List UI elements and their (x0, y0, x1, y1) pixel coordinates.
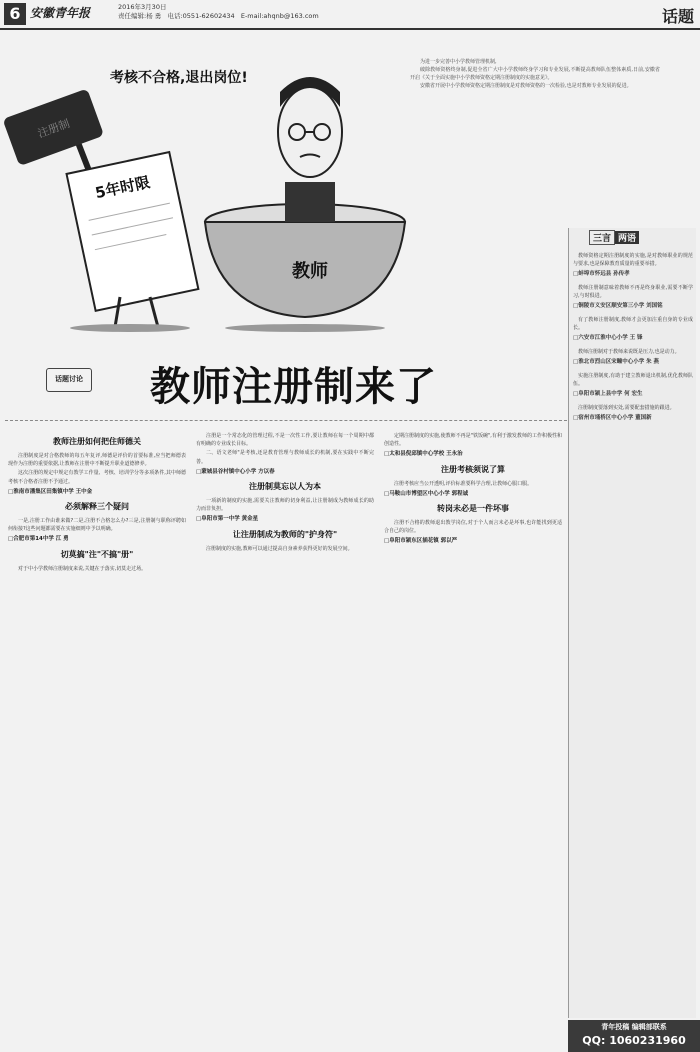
article-paragraph: 注册制度的实施,教师可以通过提高自身素养获得更好的发展空间。 (206, 545, 353, 552)
sidebar-badge (589, 230, 639, 244)
section-label: 话题 (661, 7, 694, 26)
divider (5, 420, 567, 426)
sidebar-item (573, 348, 693, 366)
sidebar-item-signature: □六安市江淮中心小学 王 锋 (573, 335, 643, 341)
article-heading: 教师注册如何把住师德关 (53, 437, 141, 446)
header-meta (118, 3, 319, 21)
article-author: □合肥市第14中学 江 勇 (8, 536, 69, 543)
article-paragraph: 一项新的制度的实施,需要关注教师的切身利益,让注册制成为教师成长的助力而非负担。 (196, 498, 374, 513)
article-heading: 注册考核须说了算 (441, 464, 505, 474)
article-column-1 (8, 432, 186, 1042)
badge-left: 三言 (589, 230, 615, 245)
sidebar-item (573, 252, 693, 278)
sidebar-item (573, 372, 693, 398)
article-paragraph: 二、语文老师"是考核,还是教育管理与教师成长的机制,要在实践中不断完善。 (196, 450, 374, 465)
footer-qq: QQ: 1060231960 (582, 1034, 686, 1047)
article-heading: 注册制莫忘以人为本 (249, 482, 321, 492)
sidebar-item-signature: □宿州市埇桥区中心小学 董国新 (573, 415, 652, 421)
sidebar-item-signature: □阜阳市颍上县中学 何 宏生 (573, 391, 643, 397)
hammer-label: 注册制 (36, 116, 72, 141)
page-number: 6 (4, 3, 26, 25)
article-author: □阜阳市颍东区插花镇 郭以严 (384, 538, 458, 545)
sidebar-item-text: 教师注册制意味着教师不再是终身职业,需要不断学习,与时俱进。 (573, 285, 693, 299)
article-paragraph: 对于中小学教师注册制度来说,关键在于落实,切莫走过场。 (18, 565, 147, 572)
article-author: □阜阳市第一中学 黄金星 (196, 516, 259, 523)
article-heading: 转岗未必是一件坏事 (437, 504, 509, 514)
article-paragraph: 注册不合格的教师退出教学岗位,对于个人而言未必是坏事,也许能找到更适合自己的岗位。 (384, 520, 562, 535)
document-label: 5年时限 (93, 173, 152, 203)
badge-right: 两语 (615, 231, 639, 244)
article-paragraph: 注册考核应当公开透明,评价标准要科学合理,让教师心服口服。 (394, 480, 533, 487)
intro-paragraph: 安徽省开展中小学教师资格定期注册制度是对教师资格的一次检验,也是对教师专业发展的促进。 (420, 83, 632, 89)
header-email: E-mail:ahqnb@163.com (240, 12, 319, 20)
page-header (0, 0, 700, 30)
sidebar-items (573, 252, 693, 428)
article-paragraph: 注册制度是对合格教师的每五年复评,师德是评价的首要标准,应当把师德表现作为注册的重要依据,让教师在注册中不断提升职业道德修养。 (8, 453, 186, 468)
sidebar-item-text: 实施注册制度,有助于建立教师退出机制,优化教师队伍。 (573, 373, 693, 387)
intro-paragraph: 为进一步完善中小学教师管理机制, (420, 59, 497, 65)
header-editor: 责任编辑:杨 勇 (118, 12, 162, 20)
sidebar-item (573, 316, 693, 342)
article-column-2 (196, 432, 374, 1042)
intro-text (410, 58, 660, 188)
header-date: 2016年3月30日 (118, 3, 167, 11)
article-author: □蒙城县谷村镇中心小学 方以春 (196, 468, 275, 475)
footer-line1: 青年投稿 编辑部联系 (601, 1023, 667, 1031)
article-author: □马鞍山市博望区中心小学 郭程诚 (384, 490, 469, 497)
newspaper-name: 安徽青年报 (30, 6, 91, 20)
sidebar-item-text: 有了教师注册制度,教师才会更加注重自身的专业成长。 (573, 317, 693, 331)
article-paragraph: 定期注册制度的实施,使教师不再是"铁饭碗",有利于激发教师的工作积极性和创造性。 (384, 433, 562, 448)
article-heading: 必须解释三个疑问 (65, 502, 129, 512)
teacher-figure (278, 77, 342, 222)
hammer-head (2, 88, 104, 166)
article-paragraph: 一是,注册工作由谁来做?二是,注册不合格怎么办?三是,注册制与职称评聘如何衔接?这些问题都需要在实施细则中予以明确。 (8, 518, 186, 533)
sidebar-item-text: 注册制度要落到实处,需要配套措施的跟进。 (578, 405, 675, 411)
footer-box (568, 1020, 700, 1052)
article-column-3 (384, 432, 562, 1042)
article-author: □太和县倪邱镇中心学校 王永治 (384, 451, 463, 458)
speech-text: 考核不合格,退出岗位! (110, 70, 248, 86)
article-author: □淮南市潘集区田集镇中学 王中金 (8, 488, 93, 495)
sidebar-item-text: 教师注册制对于教师来说既是压力,也是动力。 (578, 349, 680, 355)
cartoon-illustration (0, 32, 420, 332)
header-phone: 电话:0551-62602434 (167, 12, 235, 20)
sidebar-item-signature: □淮北市烈山区宋疃中心小学 朱 燕 (573, 359, 660, 365)
sidebar-item-signature: □蚌埠市怀远县 孙传孝 (573, 271, 630, 277)
topic-tag: 话题讨论 (46, 368, 92, 392)
intro-paragraph: 破除教师资格终身制,促进全省广大中小学教师终身学习和专业发展,不断提高教师队伍整体素质,日前,安徽省开启《关于全面实施中小学教师资格定期注册制度的实施意见》。 (410, 67, 660, 81)
sidebar-item-signature: □铜陵市义安区顺安第三小学 刘国铭 (573, 303, 663, 309)
document-paper (67, 152, 199, 311)
article-heading: 切莫搞"注"不搞"册" (60, 549, 134, 559)
article-heading: 让注册制成为教师的"护身符" (232, 529, 338, 539)
bowl-label: 教师 (292, 261, 328, 282)
sidebar-item-text: 教师资格定期注册制度的实施,是对教师职业的规范与要求,也是保障教育质量的重要举措。 (573, 253, 693, 267)
sidebar-item (573, 284, 693, 310)
sidebar-item (573, 404, 693, 422)
sidebar-comments (568, 228, 696, 1018)
article-paragraph: 这次注册的规定中规定有教学工作量、考核、培训学分等多项条件,其中师德考核不合格者注册不予通过。 (8, 470, 186, 485)
article-paragraph: 注册是一个常态化的管理过程,不是一次性工作,要让教师在每一个周期中都有明确的专业成长目标。 (196, 433, 374, 448)
page-title: 教师注册制来了 (150, 364, 437, 410)
